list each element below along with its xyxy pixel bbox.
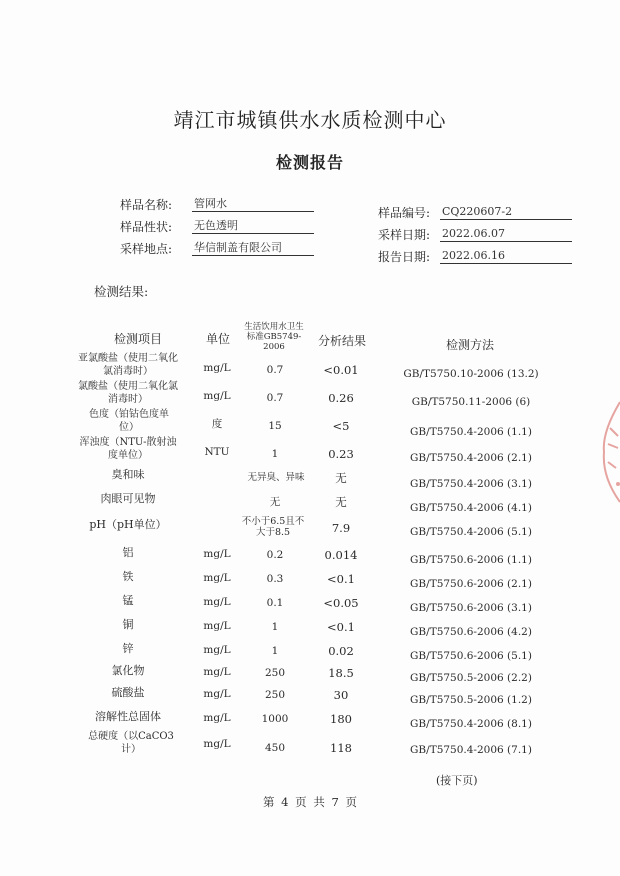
item-method: GB/T5750.6-2006 (3.1) xyxy=(410,602,532,614)
item-name: 总硬度（以CaCO3计） xyxy=(88,731,174,755)
sample-nature-label: 样品性状: xyxy=(120,220,173,234)
header-result: 分析结果 xyxy=(317,334,366,348)
item-result: 0.014 xyxy=(324,548,358,562)
item-standard: 无异臭、异味 xyxy=(247,472,305,483)
item-standard: 1 xyxy=(271,448,279,460)
sample-date-label: 采样日期: xyxy=(378,228,431,242)
item-method: GB/T5750.5-2006 (1.2) xyxy=(410,694,532,706)
item-name: pH（pH单位） xyxy=(89,518,167,531)
item-result: 180 xyxy=(330,712,352,726)
header-item: 检测项目 xyxy=(113,332,162,346)
item-unit: mg/L xyxy=(203,666,231,678)
page-footer: 第 4 页 共 7 页 xyxy=(263,795,357,809)
item-unit: mg/L xyxy=(203,688,231,700)
item-name: 铝 xyxy=(122,546,134,559)
item-standard: 450 xyxy=(264,742,286,754)
item-method: GB/T5750.11-2006 (6) xyxy=(411,396,531,408)
item-result: 118 xyxy=(330,741,352,755)
item-unit: mg/L xyxy=(203,548,231,560)
item-unit: NTU xyxy=(204,446,230,458)
org-name: 靖江市城镇供水水质检测中心 xyxy=(173,108,447,132)
item-method: GB/T5750.4-2006 (3.1) xyxy=(410,478,532,490)
continued-note: (接下页) xyxy=(436,774,478,787)
item-standard: 不小于6.5且不大于8.5 xyxy=(241,516,305,538)
item-name: 锌 xyxy=(122,642,134,655)
item-result: 30 xyxy=(333,688,349,702)
item-unit: mg/L xyxy=(203,390,231,402)
sample-name-value: 管网水 xyxy=(192,196,314,212)
item-standard: 0.2 xyxy=(266,549,284,561)
item-result: 无 xyxy=(335,495,347,509)
item-method: GB/T5750.4-2006 (5.1) xyxy=(410,526,532,538)
item-name: 硫酸盐 xyxy=(111,686,145,699)
sample-id-value: CQ220607-2 xyxy=(440,204,572,220)
item-name: 溶解性总固体 xyxy=(95,710,161,723)
item-standard: 1 xyxy=(271,645,279,657)
item-method: GB/T5750.5-2006 (2.2) xyxy=(410,672,532,684)
item-result: 无 xyxy=(335,471,347,485)
item-standard: 0.1 xyxy=(266,597,284,609)
item-name: 氯酸盐（使用二氧化氯消毒时） xyxy=(78,381,178,405)
item-name: 铜 xyxy=(122,618,134,631)
item-result: <0.01 xyxy=(323,363,359,377)
sample-id-label: 样品编号: xyxy=(378,206,431,220)
sample-site-label: 采样地点: xyxy=(120,242,173,256)
item-standard: 1 xyxy=(271,621,279,633)
sample-name-label: 样品名称: xyxy=(120,198,173,212)
item-result: 0.02 xyxy=(328,644,354,658)
item-name: 氯化物 xyxy=(111,664,145,677)
item-result: 0.26 xyxy=(328,391,354,405)
item-unit: mg/L xyxy=(203,572,231,584)
item-unit: mg/L xyxy=(203,712,231,724)
header-method: 检测方法 xyxy=(445,338,494,352)
item-standard: 1000 xyxy=(261,713,289,725)
item-standard: 无 xyxy=(269,496,281,508)
item-unit: mg/L xyxy=(203,738,231,750)
header-standard: 生活饮用水卫生标准GB5749-2006 xyxy=(244,322,304,352)
item-standard: 15 xyxy=(268,420,282,432)
item-method: GB/T5750.4-2006 (2.1) xyxy=(410,452,532,464)
sample-site-value: 华信制盖有限公司 xyxy=(192,240,314,256)
item-method: GB/T5750.4-2006 (7.1) xyxy=(410,744,532,756)
sample-nature-value: 无色透明 xyxy=(192,218,314,234)
item-result: <0.05 xyxy=(323,596,359,610)
item-standard: 0.7 xyxy=(266,364,284,376)
item-method: GB/T5750.4-2006 (4.1) xyxy=(410,502,532,514)
item-method: GB/T5750.6-2006 (2.1) xyxy=(410,578,532,590)
item-result: 7.9 xyxy=(331,521,351,535)
item-name: 锰 xyxy=(122,594,134,607)
item-unit: mg/L xyxy=(203,644,231,656)
item-method: GB/T5750.4-2006 (8.1) xyxy=(410,718,532,730)
header-unit: 单位 xyxy=(205,332,230,346)
item-method: GB/T5750.6-2006 (4.2) xyxy=(410,626,532,638)
item-unit: 度 xyxy=(211,418,223,430)
item-standard: 250 xyxy=(264,689,286,701)
item-name: 浑浊度（NTU-散射浊度单位） xyxy=(79,437,177,461)
item-result: <0.1 xyxy=(327,620,355,634)
item-unit: mg/L xyxy=(203,596,231,608)
item-name: 色度（铂钴色度单位） xyxy=(89,409,169,433)
report-title: 检测报告 xyxy=(275,153,344,172)
item-standard: 0.3 xyxy=(266,573,284,585)
item-result: <5 xyxy=(332,419,350,433)
item-name: 肉眼可见物 xyxy=(100,492,156,505)
item-unit: mg/L xyxy=(203,362,231,374)
item-name: 铁 xyxy=(122,570,134,583)
item-standard: 250 xyxy=(264,667,286,679)
item-method: GB/T5750.4-2006 (1.1) xyxy=(410,426,532,438)
item-name: 臭和味 xyxy=(111,468,145,481)
report-date-value: 2022.06.16 xyxy=(440,248,572,264)
item-method: GB/T5750.6-2006 (1.1) xyxy=(410,554,532,566)
item-method: GB/T5750.10-2006 (13.2) xyxy=(403,368,539,380)
item-name: 亚氯酸盐（使用二氧化氯消毒时） xyxy=(78,353,178,377)
item-unit: mg/L xyxy=(203,620,231,632)
item-result: <0.1 xyxy=(327,572,355,586)
item-result: 18.5 xyxy=(328,666,354,680)
item-standard: 0.7 xyxy=(266,392,284,404)
item-method: GB/T5750.6-2006 (5.1) xyxy=(410,650,532,662)
stamp-fragment-icon xyxy=(596,392,620,512)
item-result: 0.23 xyxy=(328,447,354,461)
results-label: 检测结果: xyxy=(94,284,149,299)
report-date-label: 报告日期: xyxy=(378,250,431,264)
sample-date-value: 2022.06.07 xyxy=(440,226,572,242)
